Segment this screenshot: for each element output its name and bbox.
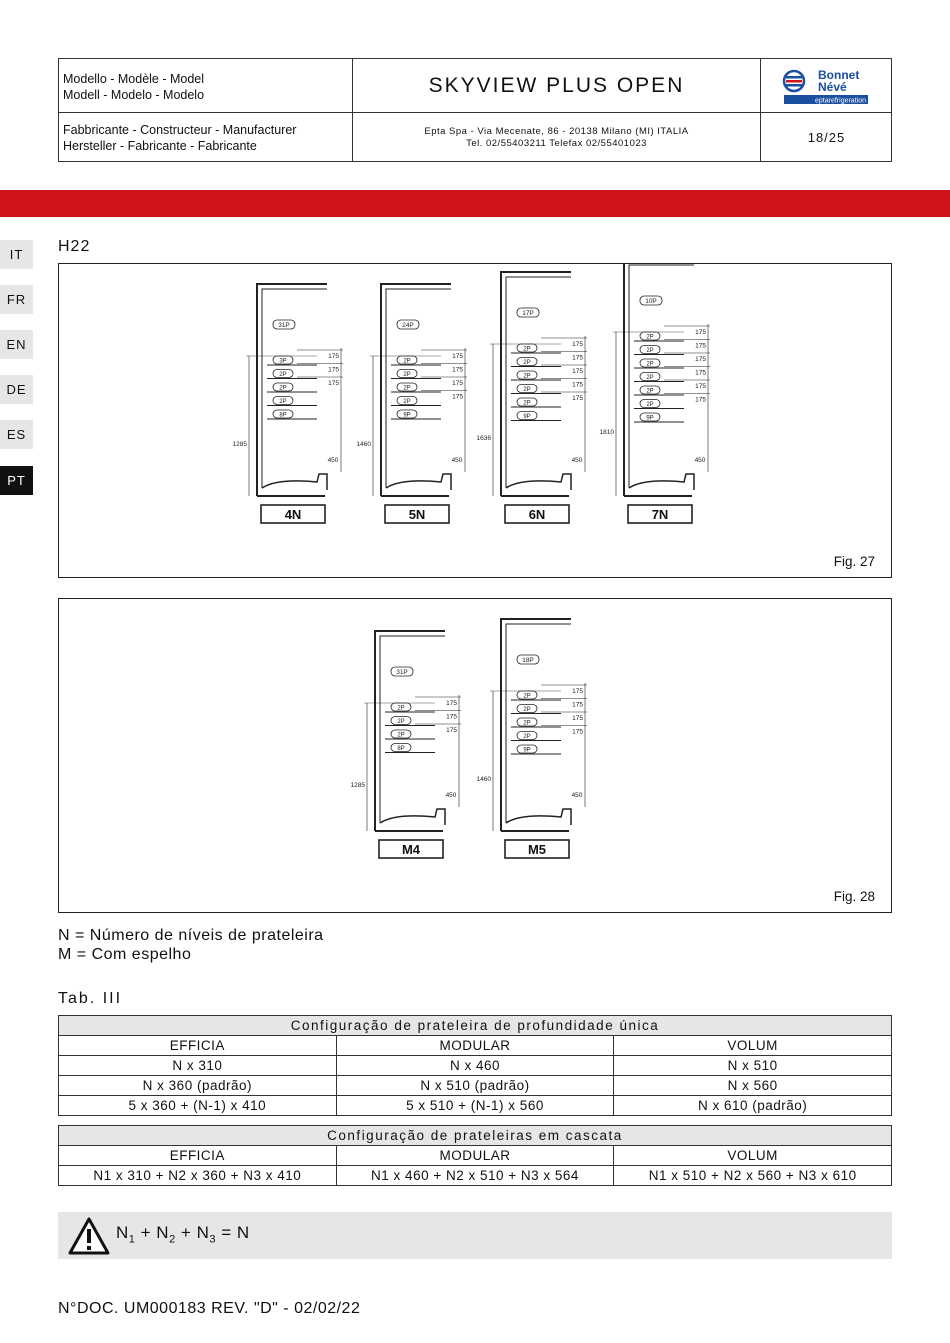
cascade-table — [58, 1125, 892, 1186]
shelf-tag-label: 9P — [523, 414, 531, 420]
dimension-label: 175 — [572, 715, 583, 722]
table-cell: N x 360 (padrão) — [59, 1076, 337, 1096]
manufacturer-label-line-2: Hersteller - Fabricante - Fabricante — [63, 139, 257, 153]
language-tab-pt[interactable]: PT — [0, 466, 33, 495]
dimension-label: 175 — [446, 700, 457, 707]
shelf-tag-label: 2P — [523, 400, 531, 407]
shelf-tag-label: 2P — [279, 372, 287, 378]
cabinet-label: 6N — [528, 507, 546, 522]
cabinet-5n — [357, 284, 467, 523]
table-row — [59, 1056, 892, 1076]
height-label: 1285 — [232, 441, 247, 448]
dimension-label: 175 — [572, 368, 583, 375]
cabinet-inner-wall — [506, 624, 571, 823]
product-title: SKYVIEW PLUS OPEN — [353, 59, 761, 113]
dimension-label: 175 — [446, 727, 457, 734]
table-title: Tab. III — [58, 990, 123, 1007]
formula-sub: 1 — [128, 1233, 136, 1246]
height-label: 1285 — [350, 782, 365, 789]
cabinet-4n — [233, 284, 343, 523]
cabinet-inner-wall — [262, 289, 327, 488]
figure-28 — [58, 598, 892, 913]
table-cell: N x 510 (padrão) — [336, 1076, 614, 1096]
shelf-tag-label: 31P — [278, 322, 290, 329]
cabinet-label: M5 — [527, 842, 547, 857]
logo-tagline: eptarefrigeration — [815, 97, 866, 105]
dimension-label: 175 — [572, 354, 583, 362]
warning-triangle-icon — [67, 1216, 111, 1256]
cabinet-m4 — [351, 631, 461, 858]
page-number: 18/25 — [807, 130, 846, 145]
bonnet-neve-logo — [782, 65, 868, 105]
dimension-label: 175 — [452, 393, 463, 401]
shelf-tag-label: 2P — [646, 388, 654, 395]
height-label: 1460 — [356, 441, 371, 448]
table-cell: 5 x 360 + (N-1) x 410 — [59, 1096, 337, 1116]
table-row — [59, 1096, 892, 1116]
cabinet-label: 7N — [651, 507, 669, 522]
cabinet-6n — [477, 272, 587, 523]
cabinet-label: 4N — [284, 507, 302, 522]
table-cell: N1 x 310 + N2 x 360 + N3 x 410 — [59, 1166, 337, 1186]
column-header: VOLUM — [614, 1036, 892, 1056]
shelf-tag-label: 18P — [522, 657, 534, 664]
shelf-tag-label: 9P — [523, 747, 531, 754]
shelf-tag-label: 2P — [397, 705, 405, 712]
shelf-tag-label: 10P — [645, 298, 657, 305]
cabinet-base-well — [506, 474, 571, 490]
figure-27-caption: Fig. 27 — [833, 554, 875, 569]
shelf-tag-label: 2P — [523, 373, 531, 380]
shelf-tag-label: 9P — [403, 412, 411, 419]
dimension-label: 175 — [572, 701, 583, 709]
cabinet-base-well — [380, 809, 445, 825]
height-label: 1460 — [476, 776, 491, 783]
document-number: N°DOC. UM000183 REV. "D" - 02/02/22 — [58, 1300, 361, 1317]
red-band — [0, 190, 950, 217]
cascade-table-heading: Configuração de prateleiras em cascata — [59, 1126, 892, 1146]
table-cell: N x 610 (padrão) — [614, 1096, 892, 1116]
figure-27-drawing — [59, 264, 891, 577]
language-tab-de[interactable]: DE — [0, 375, 33, 404]
language-tab-fr[interactable]: FR — [0, 285, 33, 314]
dimension-label: 450 — [445, 792, 457, 799]
cabinet-back-wall — [501, 272, 571, 496]
manufacturer-label-line-1: Fabbricante - Constructeur - Manufacturer — [63, 123, 297, 137]
figure-27 — [58, 263, 892, 578]
shelf-tag-label: 31P — [396, 669, 408, 676]
dimension-label: 450 — [571, 792, 583, 799]
address-line-1: Epta Spa - Via Mecenate, 86 - 20138 Milano (MI) ITALIA — [424, 126, 689, 137]
table-cell: N1 x 460 + N2 x 510 + N3 x 564 — [336, 1166, 614, 1186]
formula-plus: + — [135, 1223, 157, 1242]
shelf-tag-label: 2P — [403, 372, 411, 378]
shelf-tag-label: 17P — [522, 310, 534, 317]
address-line-2: Tel. 02/55403211 Telefax 02/55401023 — [466, 138, 647, 149]
shelf-tag-label: 2P — [523, 707, 531, 713]
shelf-tag-label: 2P — [397, 719, 405, 725]
shelf-tag-label: 3P — [279, 358, 287, 365]
shelf-tag-label: 24P — [402, 322, 414, 329]
shelf-tag-label: 2P — [646, 402, 654, 408]
cabinet-m5 — [477, 619, 587, 858]
dimension-label: 175 — [446, 713, 457, 721]
dimension-label: 175 — [452, 353, 463, 360]
dimension-label: 175 — [695, 342, 706, 350]
manufacturer-label — [59, 113, 353, 162]
cabinet-inner-wall — [380, 636, 445, 823]
single-table-heading: Configuração de prateleira de profundidade única — [59, 1016, 892, 1036]
column-header: EFFICIA — [59, 1036, 337, 1056]
table-row — [59, 1166, 892, 1186]
shelf-tag-label: 2P — [523, 693, 531, 700]
shelf-tag-label: 2P — [403, 399, 411, 405]
shelf-tag-label: 2P — [403, 385, 411, 392]
column-header: VOLUM — [614, 1146, 892, 1166]
dimension-label: 450 — [451, 457, 463, 464]
shelf-tag-label: 2P — [523, 720, 531, 727]
cabinet-base-well — [629, 474, 694, 490]
dimension-label: 175 — [572, 381, 583, 389]
logo-line-1: Bonnet — [818, 68, 860, 82]
table-row — [59, 1076, 892, 1096]
cabinet-base-well — [262, 474, 327, 490]
dimension-label: 175 — [695, 369, 706, 377]
shelf-tag-label: 9P — [646, 415, 654, 422]
table-cell: N x 310 — [59, 1056, 337, 1076]
formula-n: N — [156, 1223, 170, 1242]
dimension-label: 175 — [452, 366, 463, 374]
shelf-tag-label: 2P — [523, 734, 531, 740]
manufacturer-address — [353, 113, 761, 162]
legend-n: N = Número de níveis de prateleira — [58, 927, 324, 944]
figure-28-caption: Fig. 28 — [833, 889, 875, 904]
dimension-label: 175 — [328, 353, 339, 360]
formula-n: N — [196, 1223, 210, 1242]
shelf-tag-label: 2P — [646, 375, 654, 381]
shelf-tag-label: 2P — [646, 348, 654, 354]
dimension-label: 175 — [695, 383, 706, 390]
dimension-label: 450 — [694, 457, 706, 464]
model-label-line-1: Modello - Modèle - Model — [63, 72, 205, 86]
model-label — [59, 59, 353, 113]
shelf-tag-label: 2P — [279, 385, 287, 392]
dimension-label: 175 — [572, 341, 583, 348]
cabinet-base-well — [506, 809, 571, 825]
shelf-tag-label: 8P — [397, 746, 405, 752]
cabinet-inner-wall — [386, 289, 451, 488]
section-title: H22 — [58, 238, 91, 255]
cabinet-label: 5N — [408, 507, 426, 522]
legend-m: M = Com espelho — [58, 946, 192, 963]
column-header: MODULAR — [336, 1146, 614, 1166]
height-label: 1636 — [476, 435, 491, 442]
language-tab-en[interactable]: EN — [0, 330, 33, 359]
dimension-label: 175 — [572, 728, 583, 736]
figure-28-drawing — [59, 599, 891, 912]
cabinet-inner-wall — [506, 277, 571, 488]
dimension-label: 450 — [327, 457, 339, 464]
table-cell: N x 560 — [614, 1076, 892, 1096]
document-header — [58, 58, 892, 162]
dimension-label: 450 — [571, 457, 583, 464]
dimension-label: 175 — [452, 380, 463, 387]
shelf-tag-label: 2P — [403, 358, 411, 365]
column-header: MODULAR — [336, 1036, 614, 1056]
table-cell: N x 460 — [336, 1056, 614, 1076]
dimension-label: 175 — [328, 366, 339, 374]
dimension-label: 175 — [695, 396, 706, 404]
table-cell: N1 x 510 + N2 x 560 + N3 x 610 — [614, 1166, 892, 1186]
dimension-label: 175 — [328, 380, 339, 387]
dimension-label: 175 — [572, 395, 583, 402]
table-cell: 5 x 510 + (N-1) x 560 — [336, 1096, 614, 1116]
model-label-line-2: Modell - Modelo - Modelo — [63, 88, 205, 102]
shelf-tag-label: 2P — [397, 732, 405, 739]
shelf-tag-label: 2P — [523, 387, 531, 393]
shelf-tag-label: 2P — [523, 346, 531, 353]
shelf-tag-label: 2P — [523, 360, 531, 366]
shelf-tag-label: 8P — [279, 412, 287, 419]
column-header: EFFICIA — [59, 1146, 337, 1166]
language-tab-es[interactable]: ES — [0, 420, 33, 449]
cabinet-base-well — [386, 474, 451, 490]
language-tab-it[interactable]: IT — [0, 240, 33, 269]
cabinet-7n — [600, 264, 710, 523]
formula-sub: 3 — [209, 1233, 216, 1246]
single-depth-table — [58, 1015, 892, 1116]
formula-n: N — [116, 1223, 129, 1242]
cabinet-label: M4 — [401, 842, 421, 857]
shelf-tag-label: 2P — [279, 399, 287, 405]
formula-equals: = N — [215, 1223, 250, 1242]
logo-line-2: Névé — [818, 80, 847, 94]
shelf-tag-label: 2P — [646, 361, 654, 368]
shelf-tag-label: 2P — [646, 334, 654, 341]
dimension-label: 175 — [695, 356, 706, 363]
formula-sub: 2 — [169, 1233, 176, 1246]
shelf-formula — [116, 1223, 250, 1245]
dimension-label: 175 — [572, 688, 583, 695]
formula-plus: + — [175, 1223, 197, 1242]
table-cell: N x 510 — [614, 1056, 892, 1076]
dimension-label: 175 — [695, 329, 706, 336]
height-label: 1810 — [599, 429, 614, 436]
